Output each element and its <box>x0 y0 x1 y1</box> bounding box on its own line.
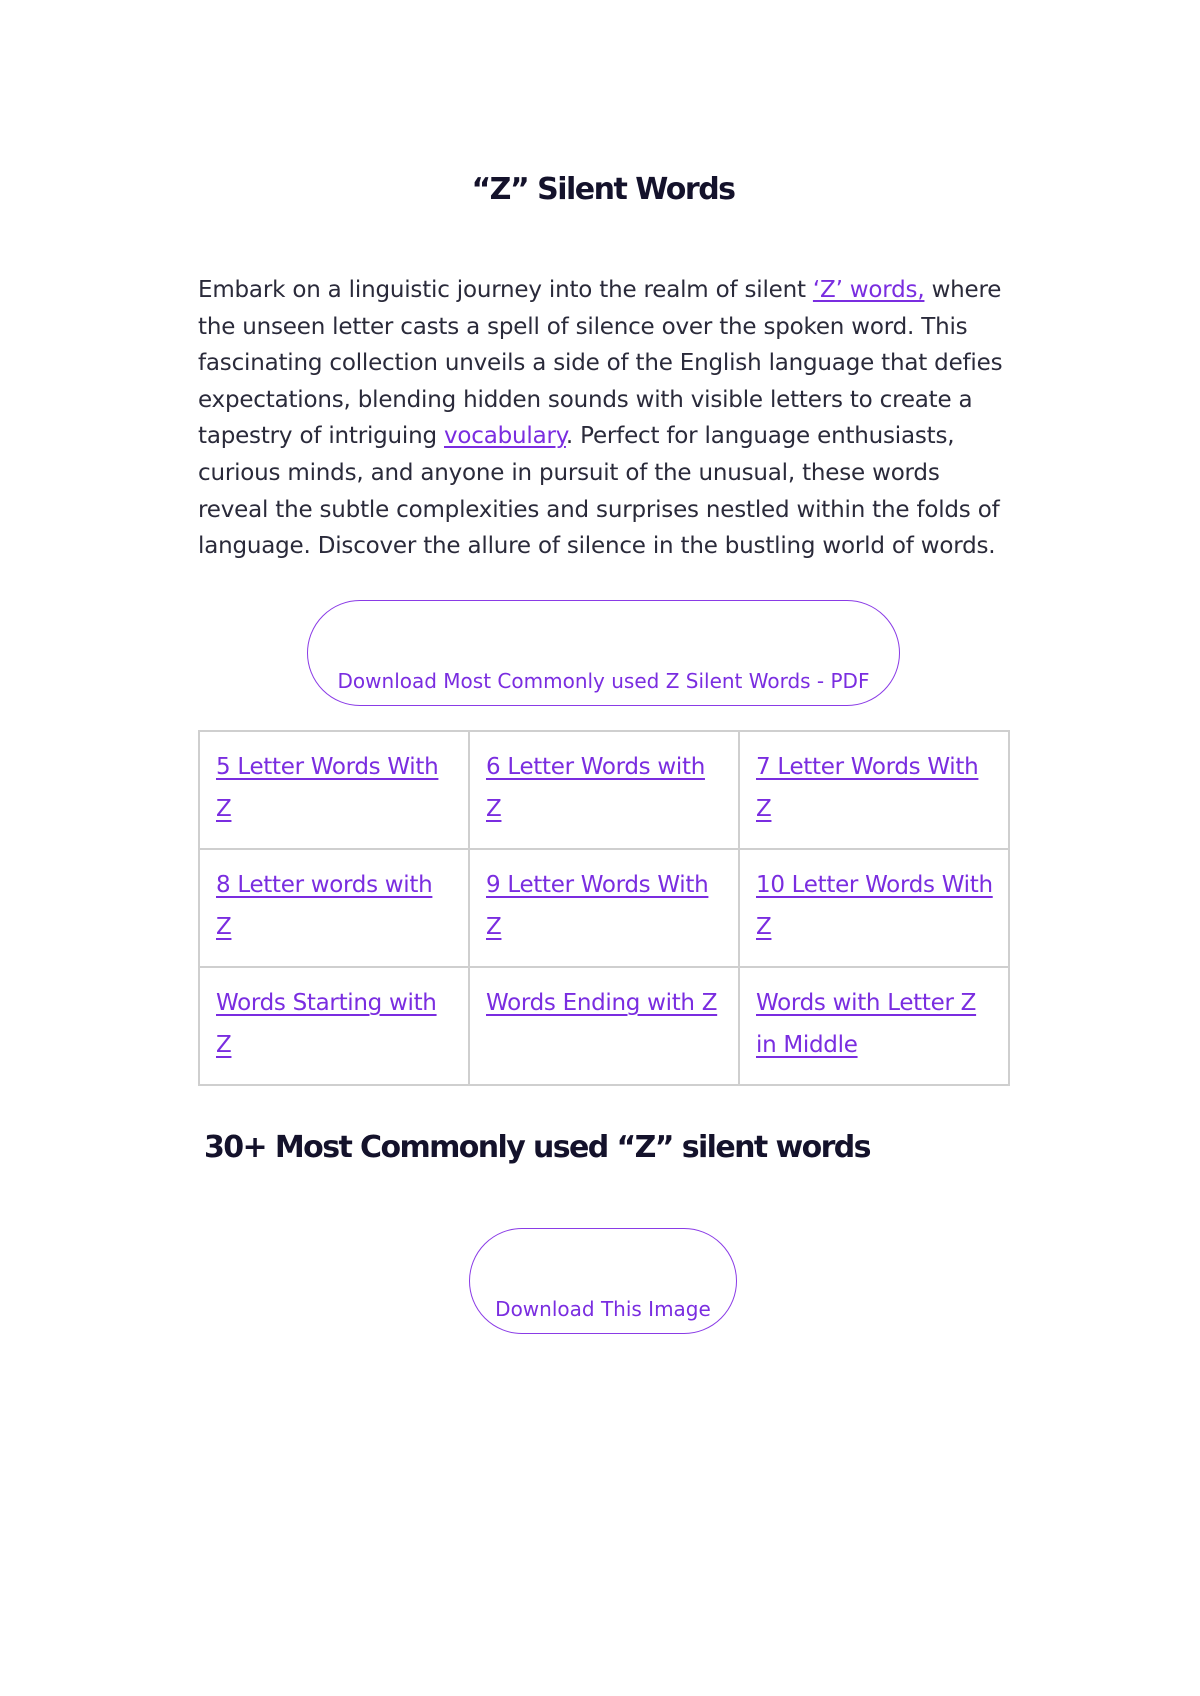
intro-text-3: . Perfect for language enthusiasts, curious minds, and anyone in pursuit of the unusual, these words reveal the subtle complexities and surprises nestled within the folds of language. Discover the allure of silence in the bustling world of words. <box>198 423 1000 560</box>
table-cell <box>199 849 469 967</box>
link-5-letter-words-with-z[interactable]: 5 Letter Words With Z <box>216 754 439 822</box>
table-cell <box>469 849 739 967</box>
link-words-starting-with-z[interactable]: Words Starting with Z <box>216 990 437 1058</box>
intro-text-1: Embark on a linguistic journey into the realm of silent <box>198 277 813 303</box>
link-9-letter-words-with-z[interactable]: 9 Letter Words With Z <box>486 872 709 940</box>
section-title: 30+ Most Commonly used “Z” silent words <box>204 1130 870 1165</box>
vocabulary-link[interactable]: vocabulary <box>444 423 566 450</box>
link-8-letter-words-with-z[interactable]: 8 Letter words with Z <box>216 872 433 940</box>
table-cell <box>199 731 469 849</box>
table-row <box>199 849 1009 967</box>
link-6-letter-words-with-z[interactable]: 6 Letter Words with Z <box>486 754 705 822</box>
link-words-ending-with-z[interactable]: Words Ending with Z <box>486 990 718 1016</box>
page-title: “Z” Silent Words <box>471 172 735 207</box>
table-cell <box>739 967 1009 1085</box>
table-cell <box>469 967 739 1085</box>
related-links-table <box>198 730 1010 1086</box>
download-pdf-button-label: Download Most Commonly used Z Silent Words - PDF <box>337 669 870 693</box>
table-cell <box>469 731 739 849</box>
intro-paragraph <box>198 272 1008 565</box>
table-cell <box>199 967 469 1085</box>
table-cell <box>739 731 1009 849</box>
z-words-link[interactable]: ‘Z’ words, <box>812 277 925 303</box>
link-7-letter-words-with-z[interactable]: 7 Letter Words With Z <box>756 754 979 822</box>
intro-text-2: where the unseen letter casts a spell of silence over the spoken word. This fascinating collection unveils a side of the English language that defies expectations, blending hidden sounds with visible letters to create a tapestry of intriguing <box>198 277 1003 450</box>
table-cell <box>739 849 1009 967</box>
link-10-letter-words-with-z[interactable]: 10 Letter Words With Z <box>756 872 993 940</box>
download-image-button[interactable] <box>469 1228 737 1334</box>
table-row <box>199 731 1009 849</box>
link-words-with-z-in-middle[interactable]: Words with Letter Z in Middle <box>756 990 977 1058</box>
table-row <box>199 967 1009 1085</box>
download-image-button-label: Download This Image <box>495 1297 711 1321</box>
download-pdf-button[interactable] <box>307 600 900 706</box>
